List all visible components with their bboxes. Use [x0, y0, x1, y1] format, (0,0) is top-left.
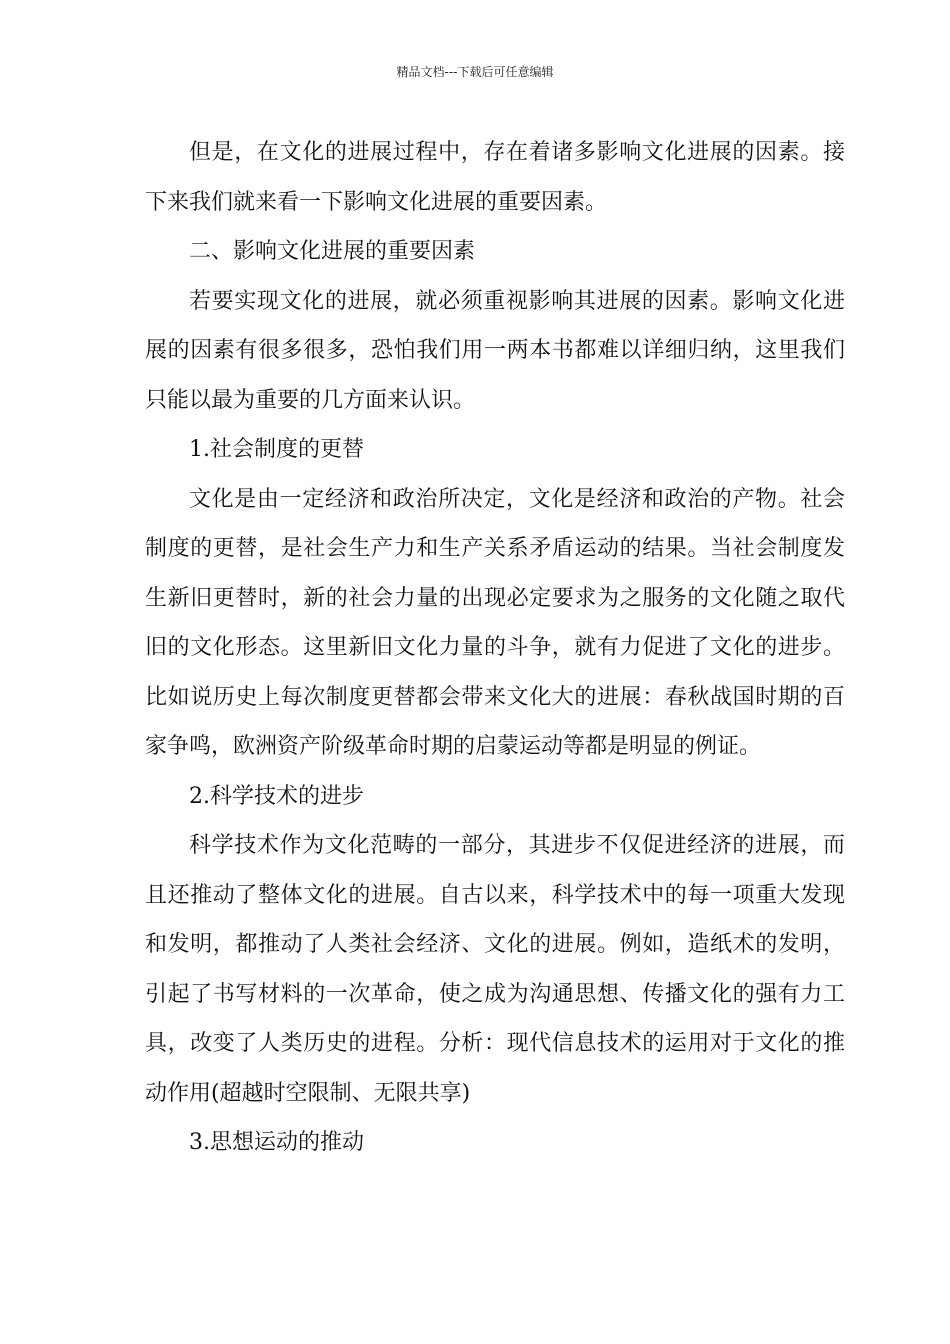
section-heading: 二、影响文化进展的重要因素 — [189, 239, 476, 264]
paragraph-intro: 但是，在文化的进展过程中，存在着诸多影响文化进展的因素。接下来我们就来看一下影响文化进展的重要因素。 — [145, 140, 845, 215]
subheading-science-tech: 2.科学技术的进步 — [189, 783, 364, 809]
document-body — [145, 128, 845, 1168]
subheading-social-system: 1.社会制度的更替 — [189, 437, 364, 462]
paragraph-section-intro: 若要实现文化的进展，就必须重视影响其进展的因素。影响文化进展的因素有很多很多，恐怕我们用一两本书都难以详细归纳，这里我们只能以最为重要的几方面来认识。 — [145, 288, 845, 413]
subheading-thought-movement: 3.思想运动的推动 — [189, 1130, 364, 1155]
paragraph-science-tech: 科学技术作为文化范畴的一部分，其进步不仅促进经济的进展，而且还推动了整体文化的进展。自古以来，科学技术中的每一项重大发现和发明，都推动了人类社会经济、文化的进展。例如，造纸术的发明，引起了书写材料的一次革命，使之成为沟通思想、传播文化的强有力工具，改变了人类历史的进程。分析：现代信息技术的运用对于文化的推动作用(超越时空限制、无限共享) — [145, 833, 845, 1106]
page-header: 精品文档---下载后可任意编辑 — [396, 65, 554, 79]
paragraph-social-system: 文化是由一定经济和政治所决定，文化是经济和政治的产物。社会制度的更替，是社会生产力和生产关系矛盾运动的结果。当社会制度发生新旧更替时，新的社会力量的出现必定要求为之服务的文化随之取代旧的文化形态。这里新旧文化力量的斗争，就有力促进了文化的进步。比如说历史上每次制度更替都会带来文化大的进展：春秋战国时期的百家争鸣，欧洲资产阶级革命时期的启蒙运动等都是明显的例证。 — [145, 486, 845, 759]
